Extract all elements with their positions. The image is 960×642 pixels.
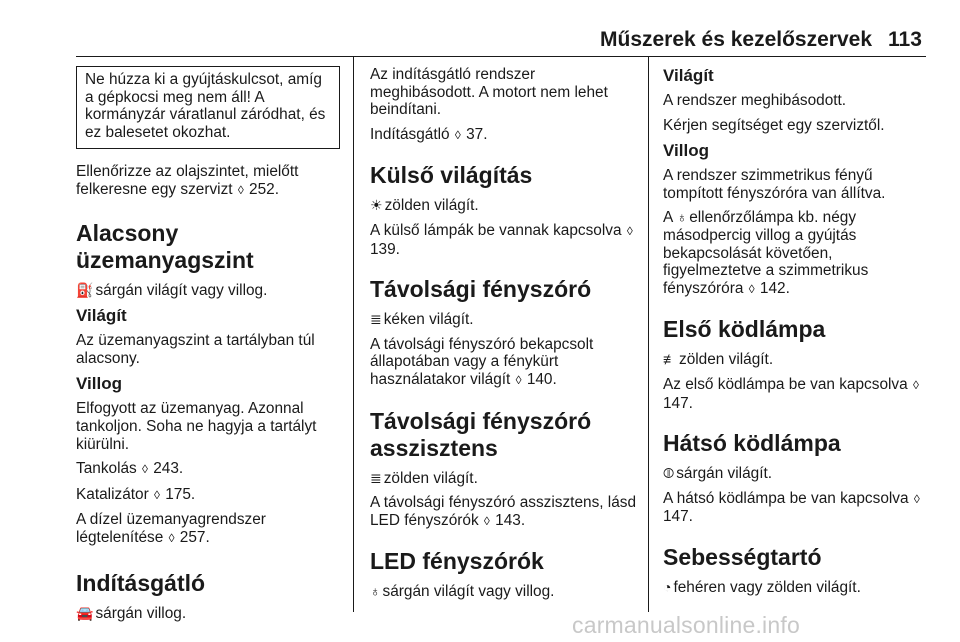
- assist-ref: 143.: [495, 511, 526, 529]
- front-fog-ref: 147.: [663, 394, 693, 412]
- fuel-pump-icon: ⛽: [76, 281, 94, 298]
- oil-check-ref: 252.: [249, 180, 280, 198]
- high-beam-icon: ≣: [370, 311, 382, 328]
- cruise-desc: fehéren vagy zölden világít.: [673, 578, 861, 596]
- car-key-icon: 🚘: [76, 604, 94, 621]
- assist-desc: zölden világít.: [383, 469, 478, 487]
- fuel-flash-desc: Elfogyott az üzemanyag. Azonnal tankoljon. Soha ne hagyja a tartályt kiürülni.: [76, 400, 317, 453]
- led-lit-desc-1: A rendszer meghibásodott.: [663, 92, 847, 109]
- immob-ref-label: Indításgátló: [370, 125, 450, 143]
- ext-ref: 139.: [370, 240, 400, 258]
- heading-front-fog: Első ködlámpa: [663, 316, 826, 343]
- heading-immobiliser: Indításgátló: [76, 569, 206, 596]
- tank-ref: 243.: [153, 460, 184, 478]
- page-ref-icon: ◊: [483, 513, 490, 528]
- diesel-ref-line: [76, 511, 340, 547]
- oil-check-text: [76, 163, 340, 199]
- fuel-desc: sárgán világít vagy villog.: [95, 281, 268, 299]
- heading-low-fuel: Alacsony üzemanyagszint: [76, 219, 254, 273]
- front-fog-desc-line: [663, 351, 927, 369]
- exterior-lights-icon: ☀: [370, 197, 383, 214]
- rear-fog-on-text: A hátsó ködlámpa be van kapcsolva: [663, 489, 909, 507]
- tank-label: Tankolás: [76, 460, 137, 478]
- led-lit-desc-2: Kérjen segítséget egy szerviztől.: [663, 116, 885, 134]
- fuel-desc-line: [76, 282, 340, 300]
- led-desc: sárgán világít vagy villog.: [382, 583, 555, 601]
- high-desc: kéken világít.: [383, 311, 474, 329]
- page-ref-icon: ◊: [154, 487, 160, 502]
- column-3: [663, 66, 927, 604]
- assist-text: A távolsági fényszóró asszisztens, lásd LED fényszórók: [370, 494, 637, 529]
- led-flash-b: ellenőrzőlámpa kb. négy másodpercig villog a gyújtás bekapcsolását követően, figyelmeztetve a szimmetrikus fényszóróra: [663, 209, 869, 297]
- front-fog-on-line: [663, 376, 927, 412]
- page-ref-icon: ◊: [237, 182, 244, 197]
- cruise-desc-line: [663, 579, 927, 597]
- high-on-line: [370, 336, 638, 390]
- ext-on-line: [370, 222, 638, 258]
- high-on-text: A távolsági fényszóró bekapcsolt állapotában vagy a fénykürt használatakor világít: [370, 335, 594, 388]
- cruise-control-icon: ◔: [663, 578, 672, 595]
- led-flash-a: A: [663, 209, 673, 227]
- heading-led-flash: Villog: [663, 141, 709, 161]
- cat-ref: 175.: [165, 485, 196, 503]
- page-title: Műszerek és kezelőszervek: [600, 28, 873, 51]
- column-1: [76, 66, 340, 629]
- tank-ref-line: [76, 460, 340, 479]
- high-beam-assist-icon: ≣: [370, 469, 382, 486]
- page-header: [0, 0, 960, 56]
- fuel-lit-desc: Az üzemanyagszint a tartályban túl alacsony.: [76, 332, 315, 367]
- oil-check-label: Ellenőrizze az olajszintet, mielőtt felkeresne egy szervizt: [76, 163, 299, 198]
- page-ref-icon: ◊: [142, 462, 148, 477]
- assist-text-line: [370, 494, 638, 530]
- rear-fog-desc: sárgán világít.: [676, 465, 773, 483]
- page-ref-icon: ◊: [626, 223, 633, 238]
- immob-ref-line: [370, 126, 638, 145]
- page-ref-icon: ◊: [913, 491, 920, 506]
- high-ref: 140.: [526, 370, 557, 388]
- heading-led-lit: Világít: [663, 66, 714, 85]
- heading-rear-fog: Hátsó ködlámpa: [663, 430, 841, 457]
- led-flash-ref: 142.: [759, 279, 790, 297]
- led-flash-desc: A rendszer szimmetrikus fényű tompított fényszóróra van állítva.: [663, 167, 886, 202]
- rear-fog-ref: 147.: [663, 508, 693, 526]
- assist-desc-line: [370, 470, 638, 488]
- warning-box: [76, 66, 340, 149]
- heading-fuel-lit: Világít: [76, 306, 127, 326]
- cat-label: Katalizátor: [76, 485, 149, 503]
- diesel-ref: 257.: [179, 528, 210, 546]
- heading-fuel-flash: Villog: [76, 374, 122, 394]
- page-ref-icon: ◊: [168, 530, 175, 545]
- ext-desc: zölden világít.: [384, 197, 479, 215]
- cat-ref-line: [76, 486, 340, 505]
- immob-fault-text: Az indításgátló rendszer meghibásodott. A motort nem lehet beindítani.: [370, 66, 608, 119]
- page-ref-icon: ◊: [748, 281, 755, 296]
- immob-ref: 37.: [466, 125, 488, 143]
- immob-desc: sárgán villog.: [95, 604, 187, 622]
- high-desc-line: [370, 311, 638, 329]
- column-divider-2: [648, 56, 649, 612]
- header-rule: [76, 56, 926, 57]
- ext-on-text: A külső lámpák be vannak kapcsolva: [370, 221, 622, 239]
- led-desc-line: [370, 583, 638, 601]
- page-ref-icon: ◊: [515, 372, 522, 387]
- heading-led-headlights: LED fényszórók: [370, 548, 544, 575]
- rear-fog-desc-line: [663, 465, 927, 483]
- column-2: [370, 66, 638, 608]
- front-fog-desc: zölden világít.: [679, 351, 774, 369]
- heading-cruise-control: Sebességtartó: [663, 543, 822, 570]
- front-fog-on-text: Az első ködlámpa be van kapcsolva: [663, 375, 908, 393]
- rear-fog-lamp-icon: ⦷: [663, 465, 675, 482]
- immob-desc-line: [76, 605, 340, 623]
- watermark: carmanualsonline.info: [572, 612, 800, 638]
- diesel-label: A dízel üzemanyagrendszer légtelenítése: [76, 511, 266, 546]
- page-ref-icon: ◊: [454, 127, 461, 142]
- warning-text: Ne húzza ki a gyújtáskulcsot, amíg a gépkocsi meg nem áll! A kormányzár váratlanul záródhat, és ez balesetet okozhat.: [85, 71, 326, 141]
- page-ref-icon: ◊: [912, 377, 919, 392]
- ext-desc-line: [370, 197, 638, 215]
- led-headlight-icon: ♁: [370, 583, 381, 600]
- rear-fog-on-line: [663, 490, 927, 526]
- heading-exterior-lights: Külső világítás: [370, 162, 533, 189]
- led-flash-detail: [663, 209, 927, 298]
- heading-high-beam: Távolsági fényszóró: [370, 276, 592, 303]
- column-divider-1: [353, 56, 354, 612]
- led-headlight-icon: ♁: [676, 209, 688, 226]
- front-fog-lamp-icon: ≢: [663, 351, 677, 368]
- heading-high-beam-assist: Távolsági fényszóró asszisztens: [370, 407, 592, 461]
- page-number: 113: [888, 28, 922, 51]
